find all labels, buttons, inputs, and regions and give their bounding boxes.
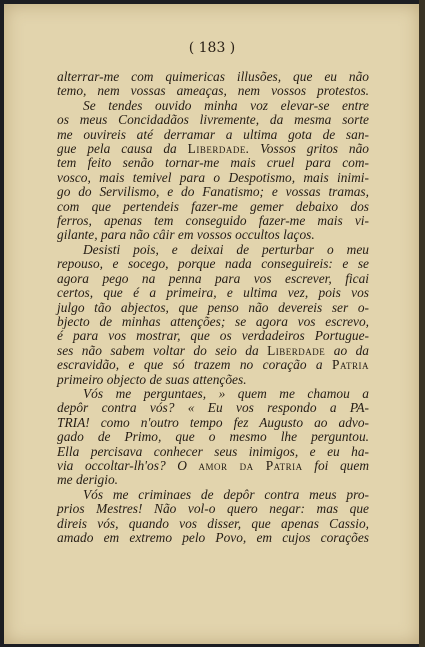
book-page — [4, 4, 420, 644]
text-run: agora pego na penna para vos escrever, ficai — [57, 270, 369, 286]
text-run: os meus Concidadãos livremente, da mesma sorte — [57, 112, 369, 128]
text-run: gilante, para não câir em vossos occultos laços. — [57, 227, 315, 243]
text-line — [57, 416, 369, 430]
text-run: com que pertendeis fazer-me gemer debaixo dos — [57, 198, 369, 214]
text-line — [57, 445, 369, 459]
text-run: depôr contra vós? « Eu vos respondo a PA- — [57, 400, 369, 416]
text-line — [57, 301, 369, 315]
text-run: tem feito senão tornar-me mais cruel para com- — [57, 155, 369, 171]
text-run: é para vos mostrar, que os verdadeiros Portugue- — [57, 328, 369, 344]
small-caps-word: Liberdade — [187, 141, 246, 157]
text-line — [57, 84, 369, 98]
text-line — [57, 257, 369, 271]
text-run: gue pela causa da — [57, 141, 188, 157]
text-run: Vós me criminaes de depôr contra meus pro- — [83, 486, 369, 502]
text-run: temo, nem vossas ameaças, nem vossos protestos. — [57, 83, 369, 99]
text-run: amado em extremo pelo Povo, em cujos corações — [57, 530, 369, 545]
text-line — [57, 488, 369, 502]
text-line — [57, 200, 369, 214]
text-run: TRIA! como n'outro tempo fez Augusto ao advo- — [57, 414, 369, 430]
text-run: prios Mestres! Não vol-o quero negar: mas que — [57, 501, 369, 517]
text-run: ferros, apenas tem conseguido fazer-me mais vi- — [57, 213, 369, 229]
text-run: Desisti pois, e deixai de perturbar o meu — [83, 241, 369, 257]
text-line — [57, 171, 369, 185]
text-run: certos, que é a primeira, e ultima vez, pois vos — [57, 285, 369, 301]
text-run: foi quem — [302, 457, 369, 473]
text-line — [57, 387, 369, 401]
text-line — [57, 430, 369, 444]
text-run: Se tendes ouvido minha voz elevar-se entre — [83, 97, 369, 113]
text-line — [57, 243, 369, 257]
text-line — [57, 113, 369, 127]
text-run: . Vossos gritos não — [245, 141, 369, 157]
text-line — [57, 142, 369, 156]
text-run: primeiro objecto de suas attenções. — [57, 371, 247, 387]
text-line — [57, 185, 369, 199]
text-line — [57, 228, 369, 242]
text-line — [57, 517, 369, 531]
text-line — [57, 315, 369, 329]
text-line — [57, 214, 369, 228]
small-caps-word: Liberdade — [267, 342, 326, 358]
text-run: go do Servilismo, e do Fanatismo; e vossas tramas, — [57, 184, 369, 200]
text-run: escravidão, e que só trazem no coração a — [57, 357, 333, 373]
text-line — [57, 473, 369, 487]
text-line — [57, 373, 369, 387]
text-line — [57, 272, 369, 286]
text-line — [57, 358, 369, 372]
text-run: me ouvireis até derramar a ultima gota de san- — [57, 126, 369, 142]
text-run: alterrar-me com quimericas illusões, que eu não — [57, 69, 369, 84]
text-line — [57, 128, 369, 142]
text-run: julgo tão abjectos, que penso não devereis ser o- — [57, 299, 369, 315]
text-line — [57, 459, 369, 473]
text-run: via occoltar-lh'os? O — [57, 457, 199, 473]
small-caps-word: Patria — [332, 357, 369, 373]
text-line — [57, 344, 369, 358]
small-caps-word: amor da Patria — [198, 457, 303, 473]
text-line — [57, 99, 369, 113]
text-run: Ella percisava conhecer seus inimigos, e eu ha- — [57, 443, 369, 459]
page-edge — [419, 0, 425, 647]
text-line — [57, 286, 369, 300]
text-run: direis vós, quando vos disser, que apenas Cassio, — [57, 515, 369, 531]
text-line — [57, 156, 369, 170]
text-run: Vós me perguntaes, » quem me chamou a — [83, 385, 369, 401]
text-run: ses não sabem voltar do seio da — [57, 342, 268, 358]
text-run: ao da — [325, 342, 369, 358]
text-line — [57, 502, 369, 516]
body-text — [57, 70, 369, 545]
text-run: repouso, e socego, porque nada conseguireis: e se — [57, 256, 369, 272]
text-run: me derigio. — [57, 472, 118, 488]
text-line — [57, 70, 369, 84]
text-run: gado de Primo, que o mesmo lhe perguntou. — [57, 429, 369, 445]
text-run: bjecto de minhas attenções; se agora vos escrevo, — [57, 313, 369, 329]
text-run: vosco, mais temivel para o Despotismo, mais inimi- — [57, 169, 369, 185]
page-number: ( 183 ) — [188, 40, 236, 56]
text-line — [57, 329, 369, 343]
text-line — [57, 401, 369, 415]
text-line — [57, 531, 369, 545]
